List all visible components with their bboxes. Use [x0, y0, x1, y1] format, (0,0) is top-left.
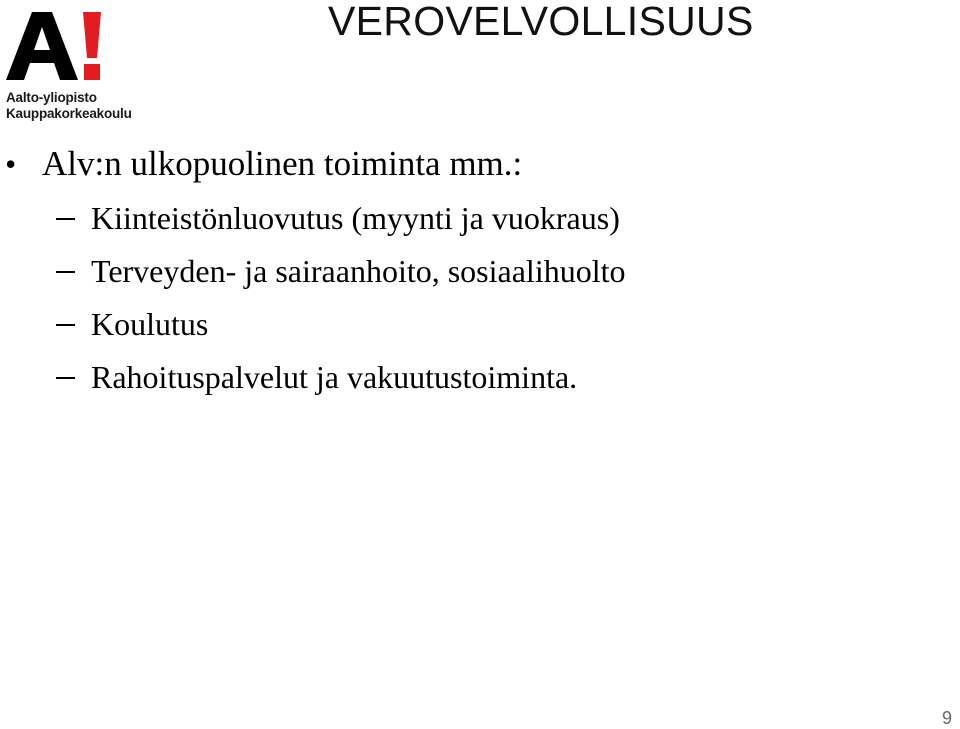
- dash-icon: [56, 218, 75, 220]
- logo-school-name: Kauppakorkeakoulu: [6, 106, 132, 121]
- logo-university-name: Aalto-yliopisto: [6, 90, 97, 105]
- sub-item: [0, 298, 960, 351]
- bullet-text: Alv:n ulkopuolinen toiminta mm.:: [42, 144, 523, 183]
- aalto-logo: [4, 8, 154, 123]
- dash-icon: [56, 377, 75, 379]
- sub-item: [0, 245, 960, 298]
- sub-item-text: Rahoituspalvelut ja vakuutustoiminta.: [91, 359, 578, 395]
- sub-item-text: Kiinteistönluovutus (myynti ja vuokraus): [91, 200, 620, 236]
- slide-title: VEROVELVOLLISUUS: [328, 0, 754, 44]
- aalto-logo-mark-icon: [4, 8, 104, 84]
- dash-icon: [56, 324, 75, 326]
- bullet-item: [0, 140, 960, 192]
- bullet-dot-icon: •: [5, 146, 17, 182]
- sub-item-text: Koulutus: [91, 306, 209, 342]
- dash-icon: [56, 271, 75, 273]
- slide-content: [0, 140, 960, 404]
- sub-item: [0, 192, 960, 245]
- sub-item: [0, 351, 960, 404]
- sub-item-text: Terveyden- ja sairaanhoito, sosiaalihuolto: [91, 253, 626, 289]
- page-number: 9: [941, 708, 952, 728]
